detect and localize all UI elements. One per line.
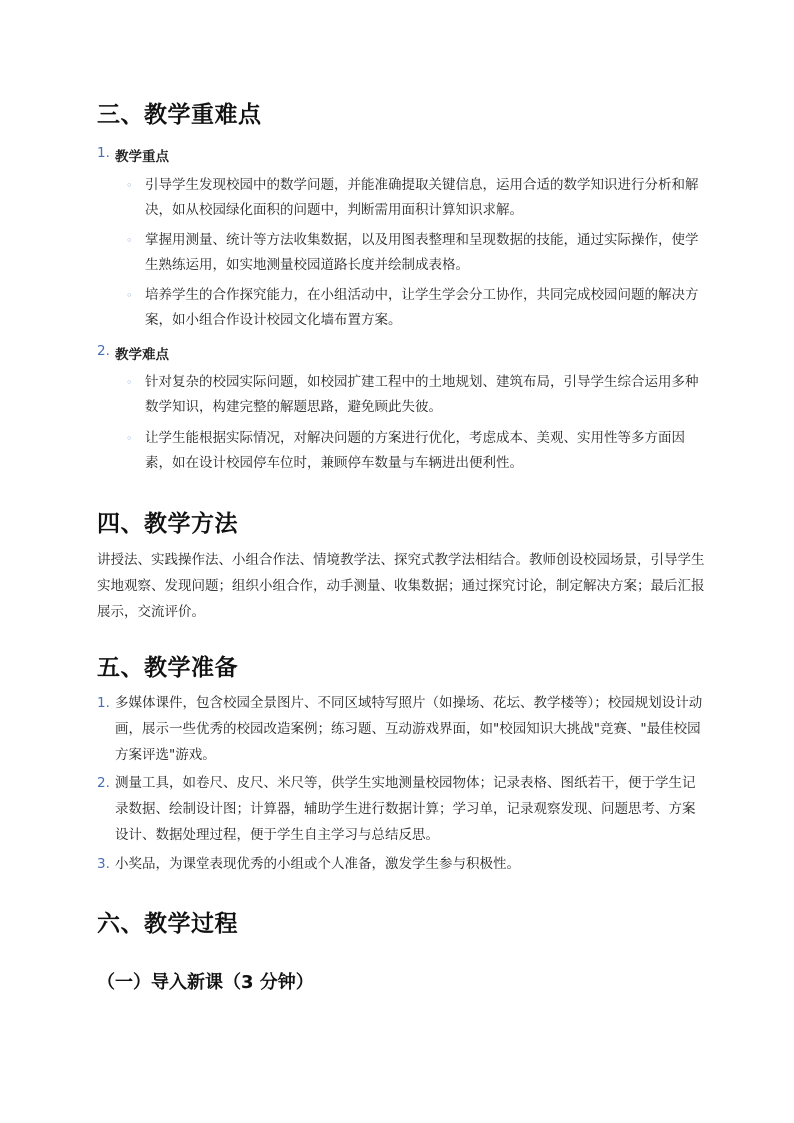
list-item: 多媒体课件，包含校园全景图片、不同区域特写照片（如操场、花坛、教学楼等）；校园规划设计动画，展示一些优秀的校园改造案例；练习题、互动游戏界面，如"校园知识大挑战"竞赛、"最佳校园方案评选"游戏。 (115, 695, 703, 763)
methods-paragraph: 讲授法、实践操作法、小组合作法、情境教学法、探究式教学法相结合。教师创设校园场景，引导学生实地观察、发现问题；组织小组合作，动手测量、收集数据；通过探究讨论，制定解决方案；最后汇报展示，交流评价。 (97, 552, 705, 620)
subsection-heading-intro: （一）导入新课（3 分钟） (97, 972, 314, 993)
list-number: 3. (97, 856, 110, 872)
list-number: 1. (97, 695, 110, 711)
list-item-title: 教学重点 (115, 149, 169, 165)
list-number: 2. (97, 343, 110, 359)
bullet-icon: ◦ (126, 234, 133, 247)
section-heading-process: 六、教学过程 (97, 911, 238, 937)
list-number: 1. (97, 145, 110, 161)
bullet-icon: ◦ (126, 376, 133, 389)
section-heading-key-points: 三、教学重难点 (97, 102, 262, 128)
bullet-icon: ◦ (126, 289, 133, 302)
bullet-icon: ◦ (126, 179, 133, 192)
list-item: 测量工具，如卷尺、皮尺、米尺等，供学生实地测量校园物体；记录表格、图纸若干，便于学生记录数据、绘制设计图；计算器，辅助学生进行数据计算；学习单，记录观察发现、问题思考、方案设计、数据处理过程，便于学生自主学习与总结反思。 (115, 775, 696, 843)
list-item: 让学生能根据实际情况，对解决问题的方案进行优化，考虑成本、美观、实用性等多方面因素，如在设计校园停车位时，兼顾停车数量与车辆进出便利性。 (145, 430, 685, 471)
section-heading-methods: 四、教学方法 (97, 511, 238, 537)
section-heading-preparation: 五、教学准备 (97, 655, 238, 681)
list-item-title: 教学难点 (115, 347, 169, 363)
list-item: 培养学生的合作探究能力，在小组活动中，让学生学会分工协作，共同完成校园问题的解决方案，如小组合作设计校园文化墙布置方案。 (145, 287, 699, 328)
list-item: 引导学生发现校园中的数学问题，并能准确提取关键信息，运用合适的数学知识进行分析和解决，如从校园绿化面积的问题中，判断需用面积计算知识求解。 (145, 177, 699, 218)
list-item: 小奖品，为课堂表现优秀的小组或个人准备，激发学生参与积极性。 (115, 856, 520, 872)
bullet-icon: ◦ (126, 432, 133, 445)
list-item: 针对复杂的校园实际问题，如校园扩建工程中的土地规划、建筑布局，引导学生综合运用多种数学知识，构建完整的解题思路，避免顾此失彼。 (145, 374, 699, 415)
list-number: 2. (97, 775, 110, 791)
list-item: 掌握用测量、统计等方法收集数据，以及用图表整理和呈现数据的技能，通过实际操作，使学生熟练运用，如实地测量校园道路长度并绘制成表格。 (145, 232, 699, 273)
